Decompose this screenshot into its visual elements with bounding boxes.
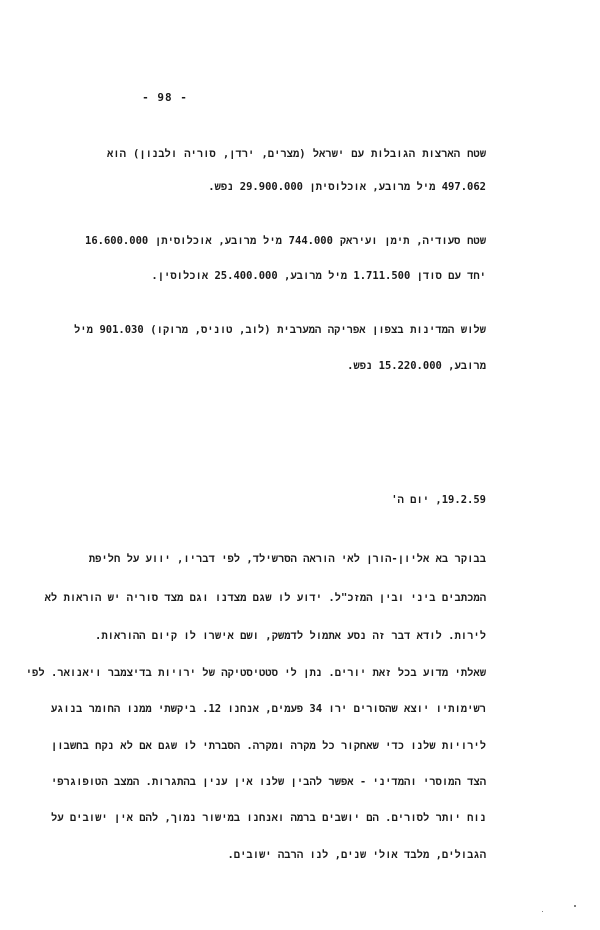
scan-speck [542,911,543,912]
scan-speck [574,905,576,907]
diary-line: לירות. לודא דבר זה נסע אתמול לדמשק, ושם אישרו לו קיום ההוראות. [95,630,486,642]
diary-line: לירויות שלנו כדי שאחקור כל מקרה ומקרה. הסברתי לו שגם אם לא נקח בחשבון [50,740,486,752]
diary-line: הגבולים, מלבד אולי שנים, לנו הרבה ישובים. [227,849,486,861]
page-number: - 98 - [142,91,188,104]
diary-line: הצד המוסרי והמדיני - אפשר להבין שלנו אין ענין בהתגרות. המצב הטופוגרפי [50,776,486,788]
date-heading: 19.2.59, יום ה' [391,494,486,506]
diary-line: שאלתי מדוע בכל זאת יורים. נתן לי סטטיסטיקה של ירויות בדיצמבר ויאנואר. לפי [25,667,486,679]
paragraph-line: שלוש המדינות בצפון אפריקה המערבית (לוב, טוניס, מרוקו) 901.030 מיל [74,324,486,336]
paragraph-line: מרובע, 15.220.000 נפש. [347,360,486,372]
paragraph-line: 497.062 מיל מרובע, אוכלוסיתן 29.900.000 נפש. [208,181,486,193]
paragraph-line: יחד עם סודן 1.711.500 מיל מרובע, 25.400.000 אוכלוסין. [151,270,486,282]
diary-line: נוח יותר לסורים. הם יושבים ברמה ואנחנו במישור נמוך, להם אין ישובים על [50,812,486,824]
diary-line: רשימותיו יוצא שהסורים ירו 34 פעמים, אנחנו 12. ביקשתי ממנו החומר בנוגע [50,703,486,715]
diary-line: בבוקר בא אליון-הורן לאי הוראה הסרשילד, לפי דבריו, יווע על חליפת [88,553,486,565]
paragraph-line: שטח הארצות הגובלות עם ישראל (מצרים, ירדן, סוריה ולבנון) הוא [107,148,486,160]
diary-line: המכתבים ביני ובין המזכ"ל. ידוע לו שגם מצדנו וגם מצד סוריה יש הוראות לא [44,592,486,604]
paragraph-line: שטח סעודיה, תימן ועיראק 744.000 מיל מרובע, אוכלוסיתן 16.600.000 [85,235,486,247]
